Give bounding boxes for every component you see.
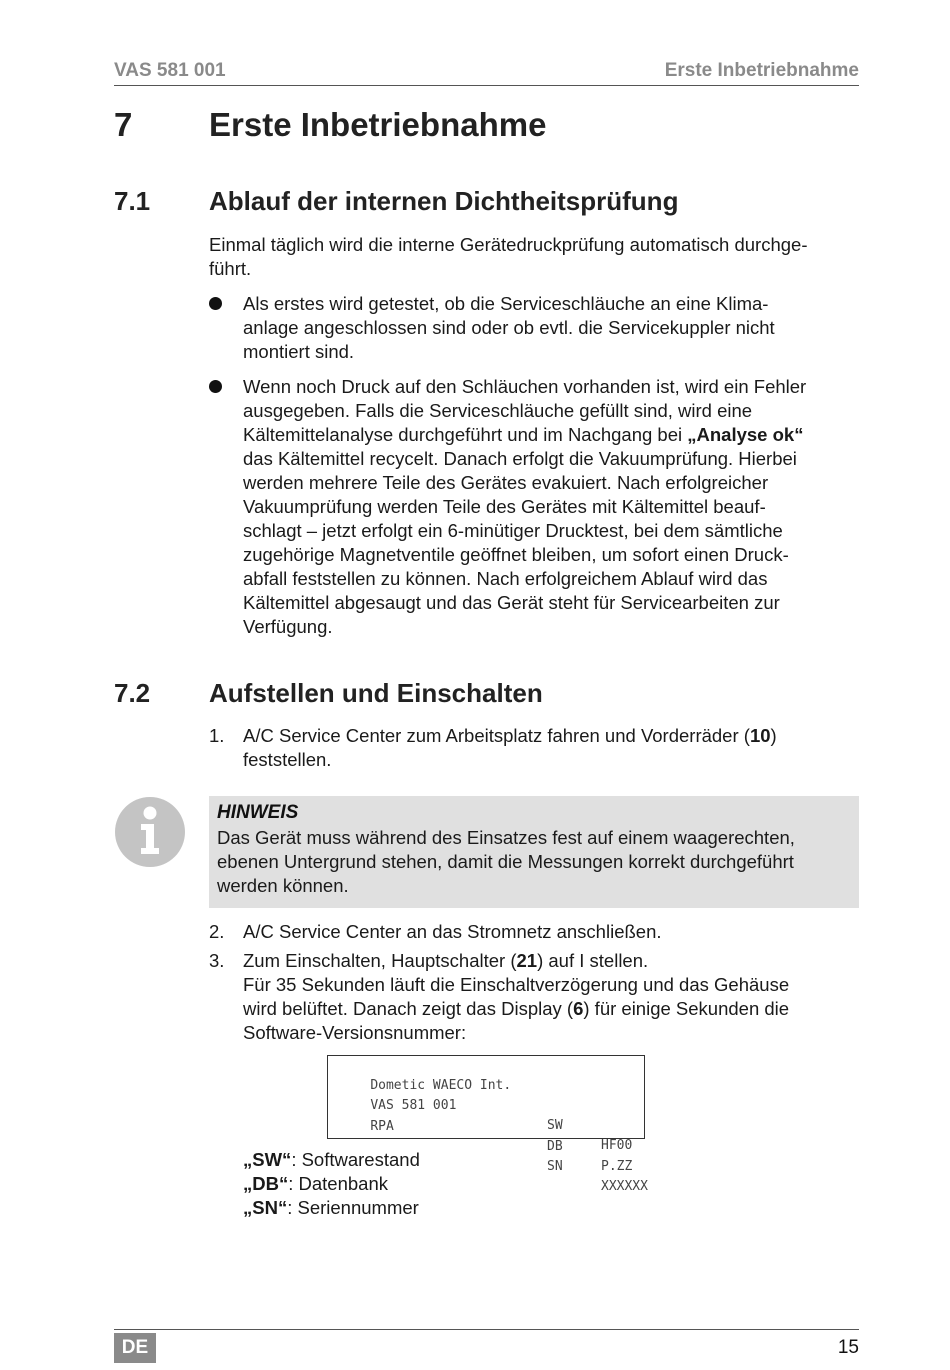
legend-item: „SW“: Softwarestand: [243, 1149, 420, 1170]
section-number: 7.1: [114, 186, 151, 216]
reference-number: 6: [573, 998, 584, 1019]
display-row: RPA DB P.ZZ: [370, 1119, 633, 1174]
section-title: Aufstellen und Einschalten: [209, 678, 543, 708]
running-header-doc-id: VAS 581 001: [114, 60, 226, 81]
section-number: 7.2: [114, 678, 151, 708]
footer-rule: [114, 1329, 859, 1330]
note-title: HINWEIS: [217, 802, 299, 823]
header-rule: [114, 85, 859, 86]
running-header-chapter: Erste Inbetriebnahme: [664, 60, 859, 81]
bullet-icon: [209, 297, 222, 310]
info-icon: [114, 796, 186, 868]
display-row: Dometic WAECO Int.: [370, 1078, 512, 1093]
language-badge: DE: [114, 1333, 156, 1363]
chapter-number: 7: [114, 106, 133, 143]
bullet-item: Als erstes wird getestet, ob die Serviceschläuche an eine Klima- anlage angeschlossen sind oder ob evtl. die Servicekuppler nicht montiert sind.: [243, 293, 775, 362]
step-number: 3.: [209, 950, 225, 971]
step-number: 2.: [209, 921, 225, 942]
step-number: 1.: [209, 725, 225, 746]
bullet-icon: [209, 380, 222, 393]
display-row: SN XXXXXX: [547, 1159, 648, 1194]
bullet-item: Wenn noch Druck auf den Schläuchen vorhanden ist, wird ein Fehler ausgegeben. Falls die Serviceschläuche gefüllt sind, wird eine Kältemittelanalyse durchgeführt und im Nachgang bei „Analyse ok“ das Kältemittel recycelt. Danach erfolgt die Vakuumprüfung. Hierbei werden mehrere Teile des Gerätes evakuiert. Nach erfolgreicher Vakuumprüfung werden Teile des Gerätes mit Kältemittel beauf- schlagt – jetzt erfolgt ein 6-minütiger Drucktest, bei dem sämtliche zugehörige Magnetventile geöffnet bleiben, um sofort einen Druck- abfall feststellen zu können. Nach erfolgreichem Ablauf wird das Kältemittel abgesaugt und das Gerät steht für Servicearbeiten zur Verfügung.: [243, 376, 807, 637]
note-text: Das Gerät muss während des Einsatzes fest auf einem waagerechten, ebenen Untergrund stehen, damit die Messungen korrekt durchgeführt werden können.: [217, 827, 795, 896]
emphasis-text: „Analyse ok“: [687, 424, 804, 445]
display-row: VAS 581 001 SW HF00: [370, 1098, 633, 1153]
step-item: Zum Einschalten, Hauptschalter (21) auf I stellen. Für 35 Sekunden läuft die Einschaltverzögerung und das Gehäuse wird belüftet. Danach zeigt das Display (6) für einige Sekunden die Software-Versionsnummer:: [243, 950, 790, 1043]
step-item: A/C Service Center an das Stromnetz anschließen.: [243, 921, 662, 942]
section-title: Ablauf der internen Dichtheitsprüfung: [209, 186, 679, 216]
intro-paragraph: Einmal täglich wird die interne Gerätedruckprüfung automatisch durchge- führt.: [209, 234, 808, 279]
legend-item: „SN“: Seriennummer: [243, 1197, 419, 1218]
reference-number: 10: [749, 725, 771, 746]
reference-number: 21: [516, 950, 538, 971]
chapter-title: Erste Inbetriebnahme: [209, 106, 547, 143]
page-number: 15: [837, 1337, 859, 1358]
step-item: A/C Service Center zum Arbeitsplatz fahren und Vorderräder (10) feststellen.: [243, 725, 777, 770]
legend-item: „DB“: Datenbank: [243, 1173, 388, 1194]
